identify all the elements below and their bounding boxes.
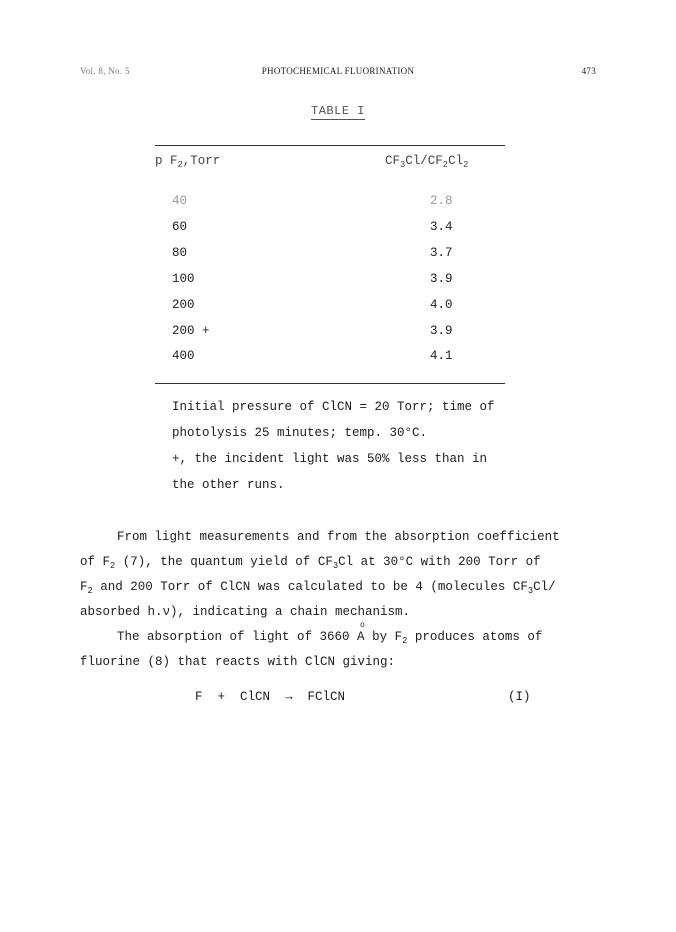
table-note: photolysis 25 minutes; temp. 30°C. [172, 426, 428, 440]
table-row [0, 220, 676, 240]
paragraph-line: of $F_2$ (7), the quantum yield of $CF_3Cl$ at 30°C with 200 Torr of [80, 555, 541, 572]
table-row [0, 298, 676, 318]
ratio-cell: 2.8 [430, 194, 453, 208]
angstrom-symbol: o A [357, 621, 365, 644]
table-header-pressure: p $F_2,Torr$ [155, 154, 221, 171]
table-row [0, 324, 676, 344]
ratio-cell: 3.4 [430, 220, 453, 234]
table-note: Initial pressure of ClCN = 20 Torr; time of [172, 400, 495, 414]
pressure-cell: 100 [172, 272, 195, 286]
table-row [0, 246, 676, 266]
table-row [0, 272, 676, 292]
equation-text: F + ClCN → FClCN [195, 690, 346, 704]
paragraph-line: fluorine (8) that reacts with ClCN giving: [80, 655, 396, 669]
pressure-cell: 40 [172, 194, 188, 208]
table-header-ratio: $CF_3Cl/CF_2Cl_2$ [385, 154, 469, 171]
volume-label: Vol. 8, No. 5 [80, 66, 130, 76]
table-title: TABLE I [311, 104, 365, 118]
pressure-cell: 400 [172, 349, 195, 363]
pressure-cell: 60 [172, 220, 188, 234]
ratio-cell: 4.0 [430, 298, 453, 312]
paragraph-line: absorbed h.ν), indicating a chain mechanism. [80, 605, 411, 619]
paragraph-line: The absorption of light of 3660 o A by $F_2$ produces atoms of [117, 621, 543, 647]
running-title: PHOTOCHEMICAL FLUORINATION [261, 66, 415, 76]
table-note: the other runs. [172, 478, 285, 492]
table-bottom-rule [155, 383, 505, 384]
paragraph-line: From light measurements and from the absorption coefficient [117, 530, 560, 544]
ratio-cell: 4.1 [430, 349, 453, 363]
table-top-rule [155, 145, 505, 146]
ratio-cell: 3.9 [430, 272, 453, 286]
table-row [0, 349, 676, 369]
table-note: +, the incident light was 50% less than in [172, 452, 488, 466]
page-number: 473 [581, 66, 596, 76]
ratio-cell: 3.9 [430, 324, 453, 338]
pressure-cell: 200 + [172, 324, 210, 338]
ratio-cell: 3.7 [430, 246, 453, 260]
paragraph-line: $F_2$ and 200 Torr of ClCN was calculated to be 4 (molecules $CF_3Cl/$ [80, 580, 556, 597]
pressure-cell: 80 [172, 246, 188, 260]
table-row [0, 194, 676, 214]
pressure-cell: 200 [172, 298, 195, 312]
equation-label: (I) [508, 690, 531, 704]
